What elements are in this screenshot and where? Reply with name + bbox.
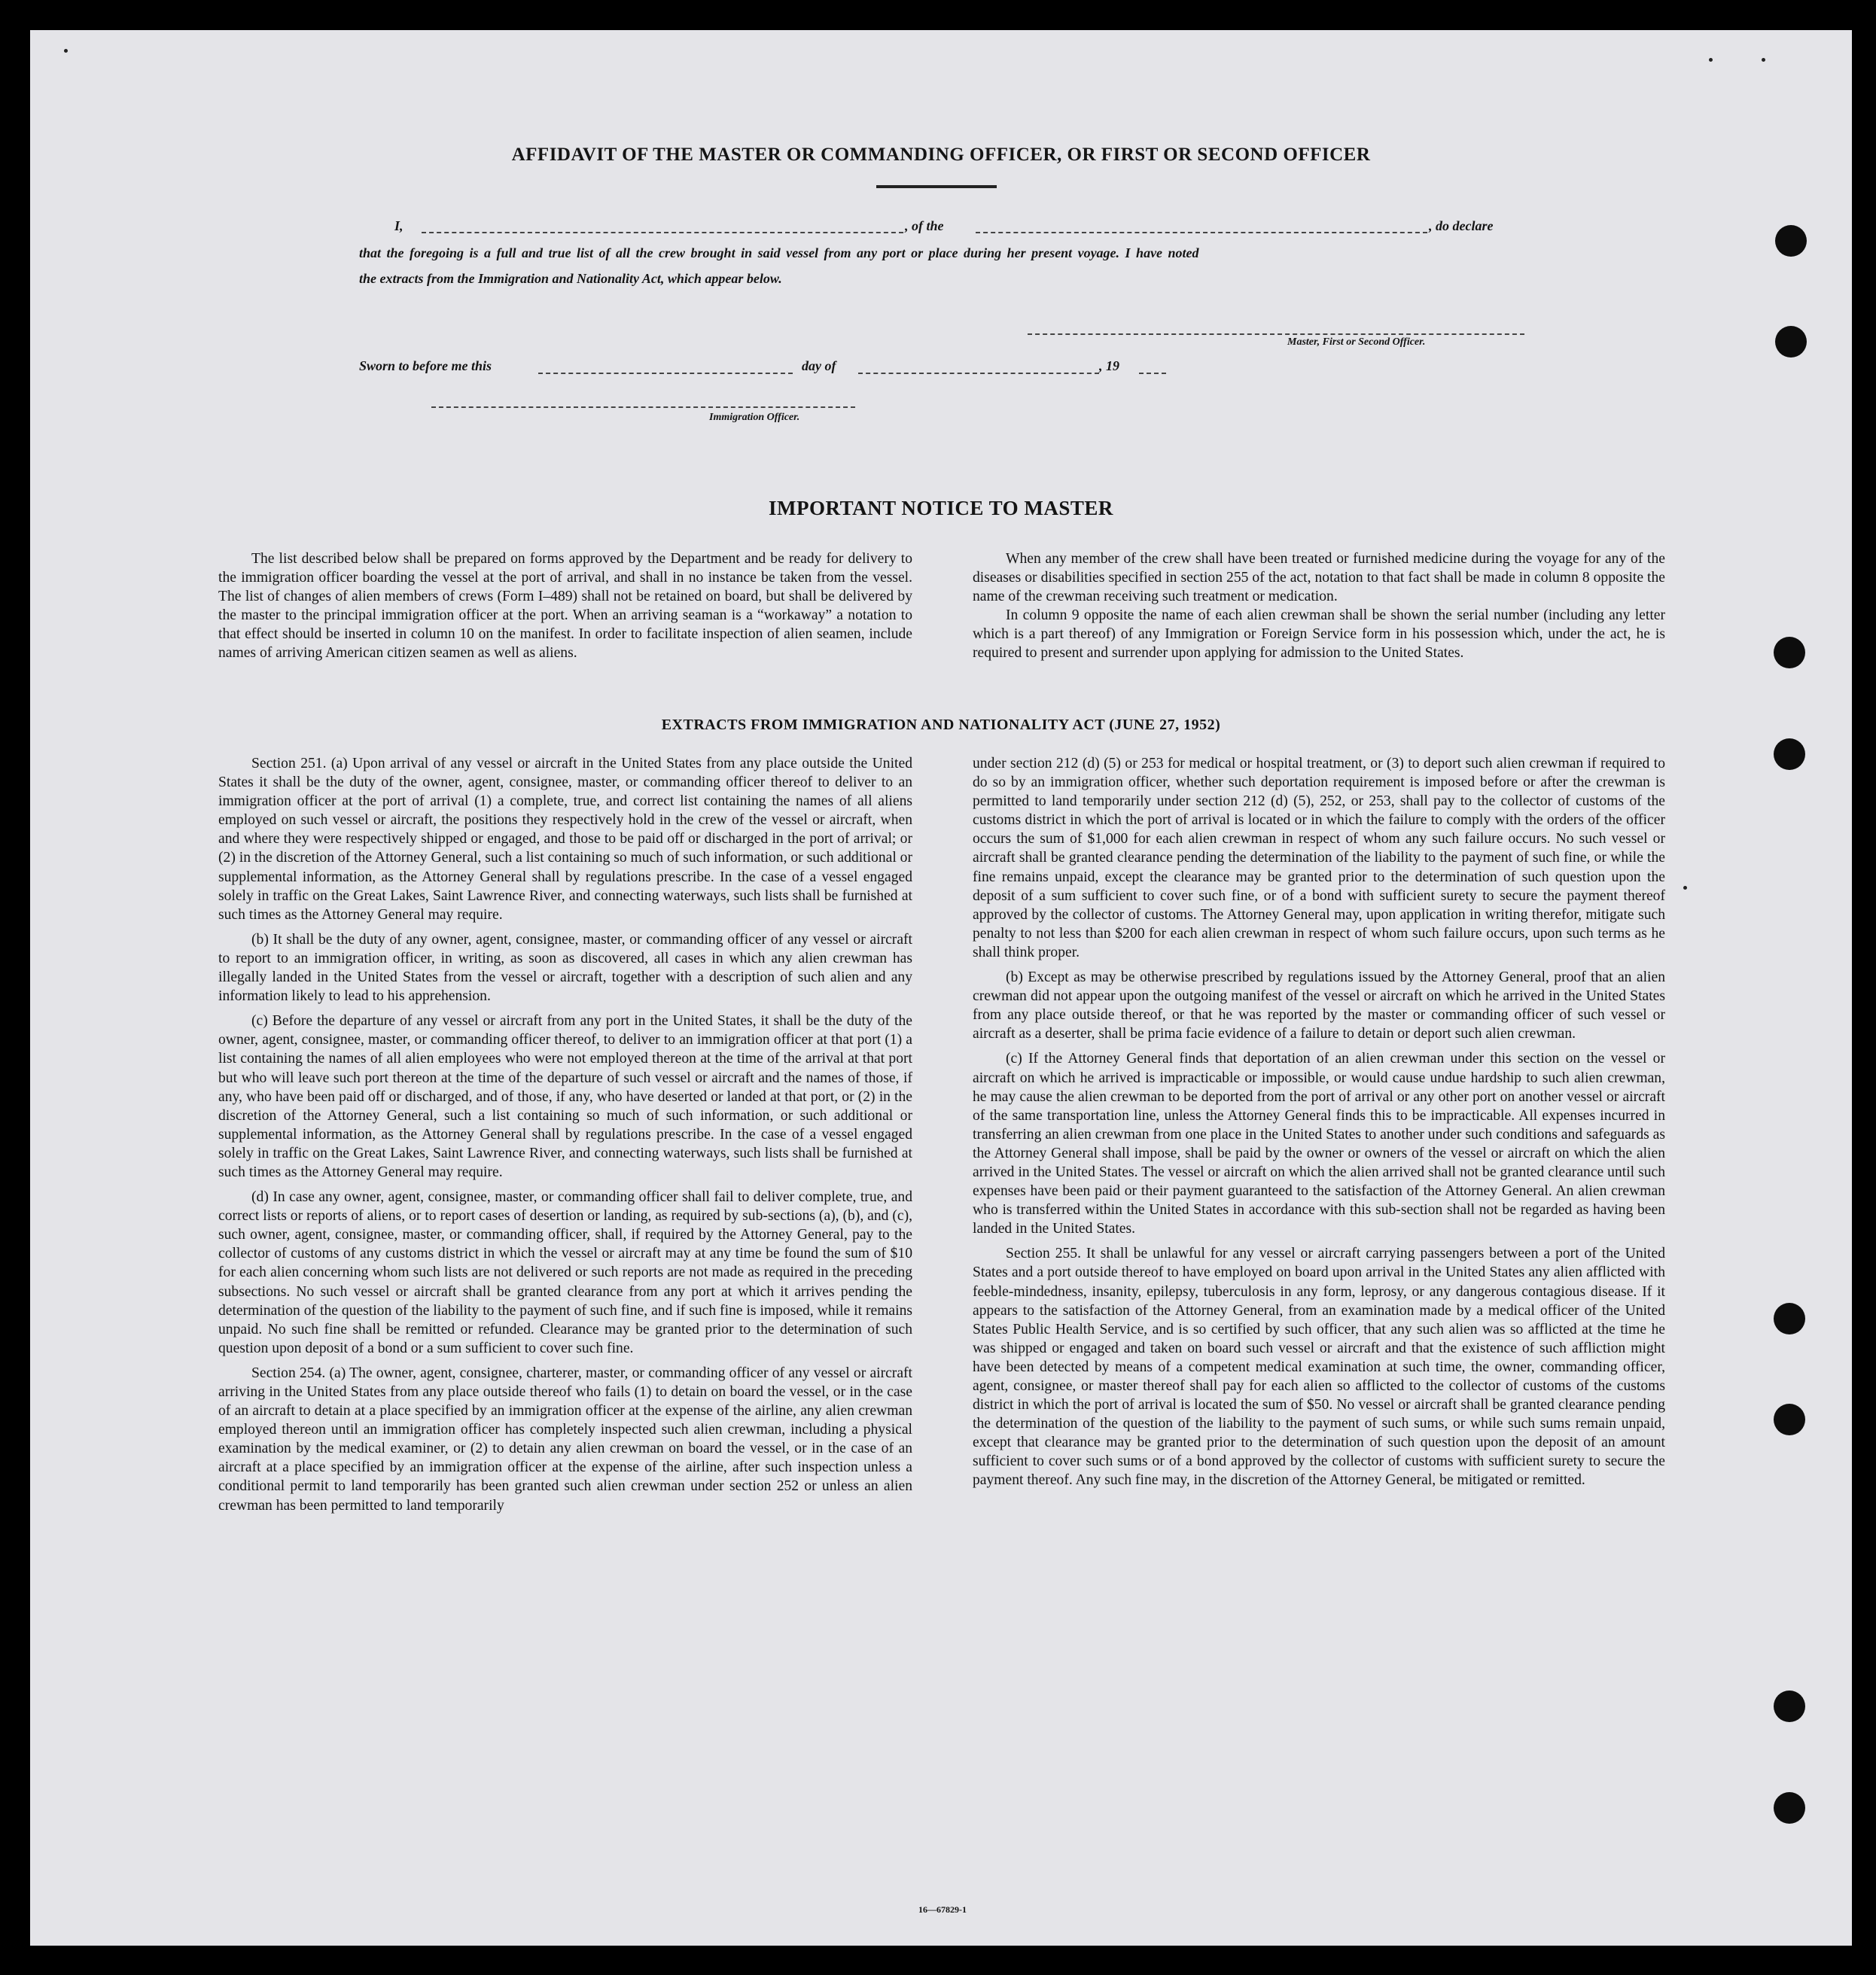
section-254-b: (b) Except as may be otherwise prescribed by regulations issued by the Attorney General, proof that an alien crewman did not appear upon the outgoing manifest of the vessel or aircraft on which he arrived in the United States from any place outside thereof, or that he was reported by the master or commanding officer of such vessel or aircraft as a deserter, shall be prima facie evidence of a failure to detain or deport such alien crewman.	[973, 969, 1665, 1042]
speck-mark	[1762, 58, 1765, 62]
notice-right-column	[973, 549, 1665, 663]
section-251-b: (b) It shall be the duty of any owner, agent, consignee, master, or commanding officer of any vessel or aircraft to report to an immigration officer, in writing, as soon as discovered, all cases in which any alien crewman has illegally landed in the United States from the vessel or aircraft, together with a description of such alien and any information likely to lead to his apprehension.	[218, 931, 912, 1005]
notice-left-column	[218, 549, 912, 663]
speck-mark	[64, 49, 68, 53]
punch-hole	[1774, 1690, 1805, 1722]
punch-hole	[1774, 1404, 1805, 1435]
section-255: Section 255. It shall be unlawful for any vessel or aircraft carrying passengers between a port of the United States and a port outside thereof to have employed on board upon arrival in the United States any alien afflicted with feeble-mindedness, insanity, epilepsy, tuberculosis in any form, leprosy, or any dangerous contagious disease. If it appears to the satisfaction of the Attorney General, from an examination made by a medical officer of the United States Public Health Service, and is so certified by such officer, that any such alien was so afflicted at the time he was shipped or engaged and taken on board such vessel or aircraft and that the existence of such affliction might have been detected by means of a competent medical examination at such time, the owner, commanding officer, agent, consignee, or master thereof shall pay for each alien so afflicted to the collector of customs of the customs district in which the port of arrival is located the sum of $50. No vessel or aircraft shall be granted clearance pending the determination of the question of the liability to the payment of such sums, or while such sums remain unpaid, except that clearance may be granted prior to the determination of such question upon the deposit of an amount sufficient to cover such sums or of a bond approved by the collector of customs with sufficient surety to secure the payment thereof. Any such fine may, in the discretion of the Attorney General, be mitigated or remitted.	[973, 1246, 1665, 1489]
punch-hole	[1775, 225, 1807, 257]
punch-hole	[1774, 1792, 1805, 1824]
speck-mark	[1683, 886, 1687, 890]
i-label: I,	[394, 218, 404, 233]
master-signature-field[interactable]	[1028, 333, 1524, 335]
master-signature-label: Master, First or Second Officer.	[1287, 336, 1426, 348]
notice-left-paragraph: The list described below shall be prepared on forms approved by the Department and be ready for delivery to the immigration officer boarding the vessel at the port of arrival, and shall in no instance be taken from the vessel. The list of changes of alien members of crews (Form I–489) shall not be retained on board, but shall be delivered by the master to the principal immigration officer at the port. When an arriving seaman is a “workaway” a notation to that effect should be inserted in column 10 on the manifest. In order to facilitate inspection of alien seamen, include names of arriving American citizen seamen as well as aliens.	[218, 551, 912, 662]
declarant-name-field[interactable]	[422, 232, 903, 233]
officer-signature-field[interactable]	[431, 406, 855, 408]
title-rule	[876, 185, 997, 188]
section-254-c: (c) If the Attorney General finds that deportation of an alien crewman under this section on the vessel or aircraft on which he arrived is impracticable or impossible, or would cause undue hardship to such alien crewman, he may cause the alien crewman to be deported from the port of arrival or any other port on another vessel or aircraft of the same transportation line, unless the Attorney General finds this to be impracticable. All expenses incurred in transferring an alien crewman from one place in the United States to another under such conditions and safeguards as the Attorney General shall impose, shall be paid by the owner or owners of the vessel or aircraft on which the alien arrived in the United States. The vessel or aircraft on which the alien arrived shall not be granted clearance until such expenses have been paid or their payment guaranteed to the satisfaction of the Attorney General. An alien crewman who is transferred within the United States in accordance with this sub-section shall not be regarded as having been landed in the United States.	[973, 1051, 1665, 1237]
sworn-year-field[interactable]	[1139, 373, 1166, 374]
do-declare-label: , do declare	[1429, 218, 1494, 233]
form-number: 16—67829-1	[918, 1904, 967, 1915]
notice-right-paragraph-2: In column 9 opposite the name of each alien crewman shall be shown the serial number (including any letter which is a part thereof) of any Immigration or Foreign Service form in his possession which, under the act, he is required to present and surrender upon applying for admission to the United States.	[973, 607, 1665, 662]
punch-hole	[1775, 326, 1807, 358]
speck-mark	[1709, 58, 1713, 62]
sworn-label: Sworn to before me this	[359, 358, 492, 373]
year-label: , 19	[1099, 358, 1119, 373]
section-251-c: (c) Before the departure of any vessel or aircraft from any port in the United States, it shall be the duty of the owner, agent, consignee, master, or commanding officer thereof, to deliver to an immigration officer at that port (1) a list containing the names of all alien employees who were not employed thereon at the time of the arrival at that port but who will leave such port thereon at the time of the departure of such vessel or aircraft and the names of those, if any, who have been paid off or discharged, and of those, if any, who have deserted or landed at that port, or (2) in the discretion of the Attorney General, such a list containing so much of such information, or such additional or supplemental information, as the Attorney General shall by regulations prescribe. In the case of a vessel engaged solely in traffic on the Great Lakes, Saint Lawrence River, and connecting waterways, such lists shall be furnished at such times as the Attorney General may require.	[218, 1013, 912, 1180]
affidavit-title: AFFIDAVIT OF THE MASTER OR COMMANDING OFFICER, OR FIRST OR SECOND OFFICER	[511, 145, 1371, 165]
declaration-line-2: the extracts from the Immigration and Nationality Act, which appear below.	[359, 271, 782, 286]
document-page	[30, 30, 1852, 1946]
day-of-label: day of	[802, 358, 836, 373]
section-254-a: Section 254. (a) The owner, agent, consignee, charterer, master, or commanding officer of any vessel or aircraft arriving in the United States from any place outside thereof who fails (1) to detain on board the vessel, or in the case of an aircraft to detain at a place specified by an immigration officer at the expense of the airline, any alien crewman employed thereon until an immigration officer has completely inspected such alien crewman, including a physical examination by the medical examiner, or (2) to detain any alien crewman on board the vessel, or in the case of an aircraft at a place specified by an immigration officer at the expense of the airline, after such inspection unless a conditional permit to land temporarily has been granted such alien crewman under section 252 or unless an alien crewman has been permitted to land temporarily	[218, 1365, 912, 1514]
punch-hole	[1774, 637, 1805, 668]
notice-title: IMPORTANT NOTICE TO MASTER	[769, 497, 1113, 519]
section-254-a-continued: under section 212 (d) (5) or 253 for medical or hospital treatment, or (3) to deport such alien crewman if required to do so by an immigration officer, whether such deportation requirement is imposed before or after the crewman is permitted to land temporarily under section 212 (d) (5), 252, or 253, shall pay to the collector of customs of the customs district in which the port of arrival is located or in which the failure to comply with the orders of the officer occurs the sum of $1,000 for each alien crewman in respect of whom any such failure occurs. No such vessel or aircraft shall be granted clearance pending the determination of the liability to the payment of such fine, or while the fine remains unpaid, except the clearance may be granted prior to the determination of such question upon the deposit of a sum sufficient to cover such fine, or of a bond with sufficient surety to secure the payment thereof approved by the collector of customs. The Attorney General may, upon application in writing therefor, mitigate such penalty to not less than $200 for each alien crewman in respect of whom such failure occurs, upon such terms as he shall think proper.	[973, 756, 1665, 960]
extracts-left-column	[218, 754, 912, 1521]
vessel-name-field[interactable]	[976, 232, 1427, 233]
section-251-a: Section 251. (a) Upon arrival of any vessel or aircraft in the United States from any place outside the United States it shall be the duty of the owner, agent, consignee, master, or commanding officer thereof to deliver to an immigration officer at the port of arrival (1) a complete, true, and correct list containing the names of all aliens employed on such vessel or aircraft, the positions they respectively hold in the crew of the vessel or aircraft, when and where they were respectively shipped or engaged, and those to be paid off or discharged in the port of arrival; or (2) in the discretion of the Attorney General, such a list containing so much of such information, or such additional or supplemental information, as the Attorney General shall by regulations prescribe. In the case of a vessel engaged solely in traffic on the Great Lakes, Saint Lawrence River, and connecting waterways, such lists shall be furnished at such times as the Attorney General may require.	[218, 756, 912, 923]
sworn-day-field[interactable]	[538, 373, 793, 374]
sworn-month-field[interactable]	[858, 373, 1099, 374]
of-the-label: , of the	[905, 218, 944, 233]
extracts-right-column	[973, 754, 1665, 1496]
extracts-title: EXTRACTS FROM IMMIGRATION AND NATIONALITY ACT (JUNE 27, 1952)	[661, 717, 1221, 733]
section-251-d: (d) In case any owner, agent, consignee, master, or commanding officer shall fail to deliver complete, true, and correct lists or reports of aliens, or to report cases of desertion or landing, as required by sub-sections (a), (b), and (c), such owner, agent, consignee, master, or commanding officer, shall, if required by the Attorney General, pay to the collector of customs of any customs district in which the vessel or aircraft may at any time be found the sum of $10 for each alien concerning whom such lists are not delivered or such reports are not made as required in the preceding subsections. No such vessel or aircraft shall be granted clearance from any port at which it arrives pending the determination of the question of the liability to the payment of such fine, and if such fine is imposed, while it remains unpaid. No such fine shall be remitted or refunded. Clearance may be granted prior to the determination of such question upon deposit of a bond or a sum sufficient to cover such fine.	[218, 1189, 912, 1356]
punch-hole	[1774, 1303, 1805, 1334]
declaration-line-1: that the foregoing is a full and true list of all the crew brought in said vessel from any port or place during her present voyage. I have noted	[359, 245, 1199, 260]
officer-signature-label: Immigration Officer.	[709, 412, 800, 423]
punch-hole	[1774, 738, 1805, 770]
notice-right-paragraph-1: When any member of the crew shall have been treated or furnished medicine during the voyage for any of the diseases or disabilities specified in section 255 of the act, notation to that fact shall be made in column 8 opposite the name of the crewman receiving such treatment or medication.	[973, 551, 1665, 605]
